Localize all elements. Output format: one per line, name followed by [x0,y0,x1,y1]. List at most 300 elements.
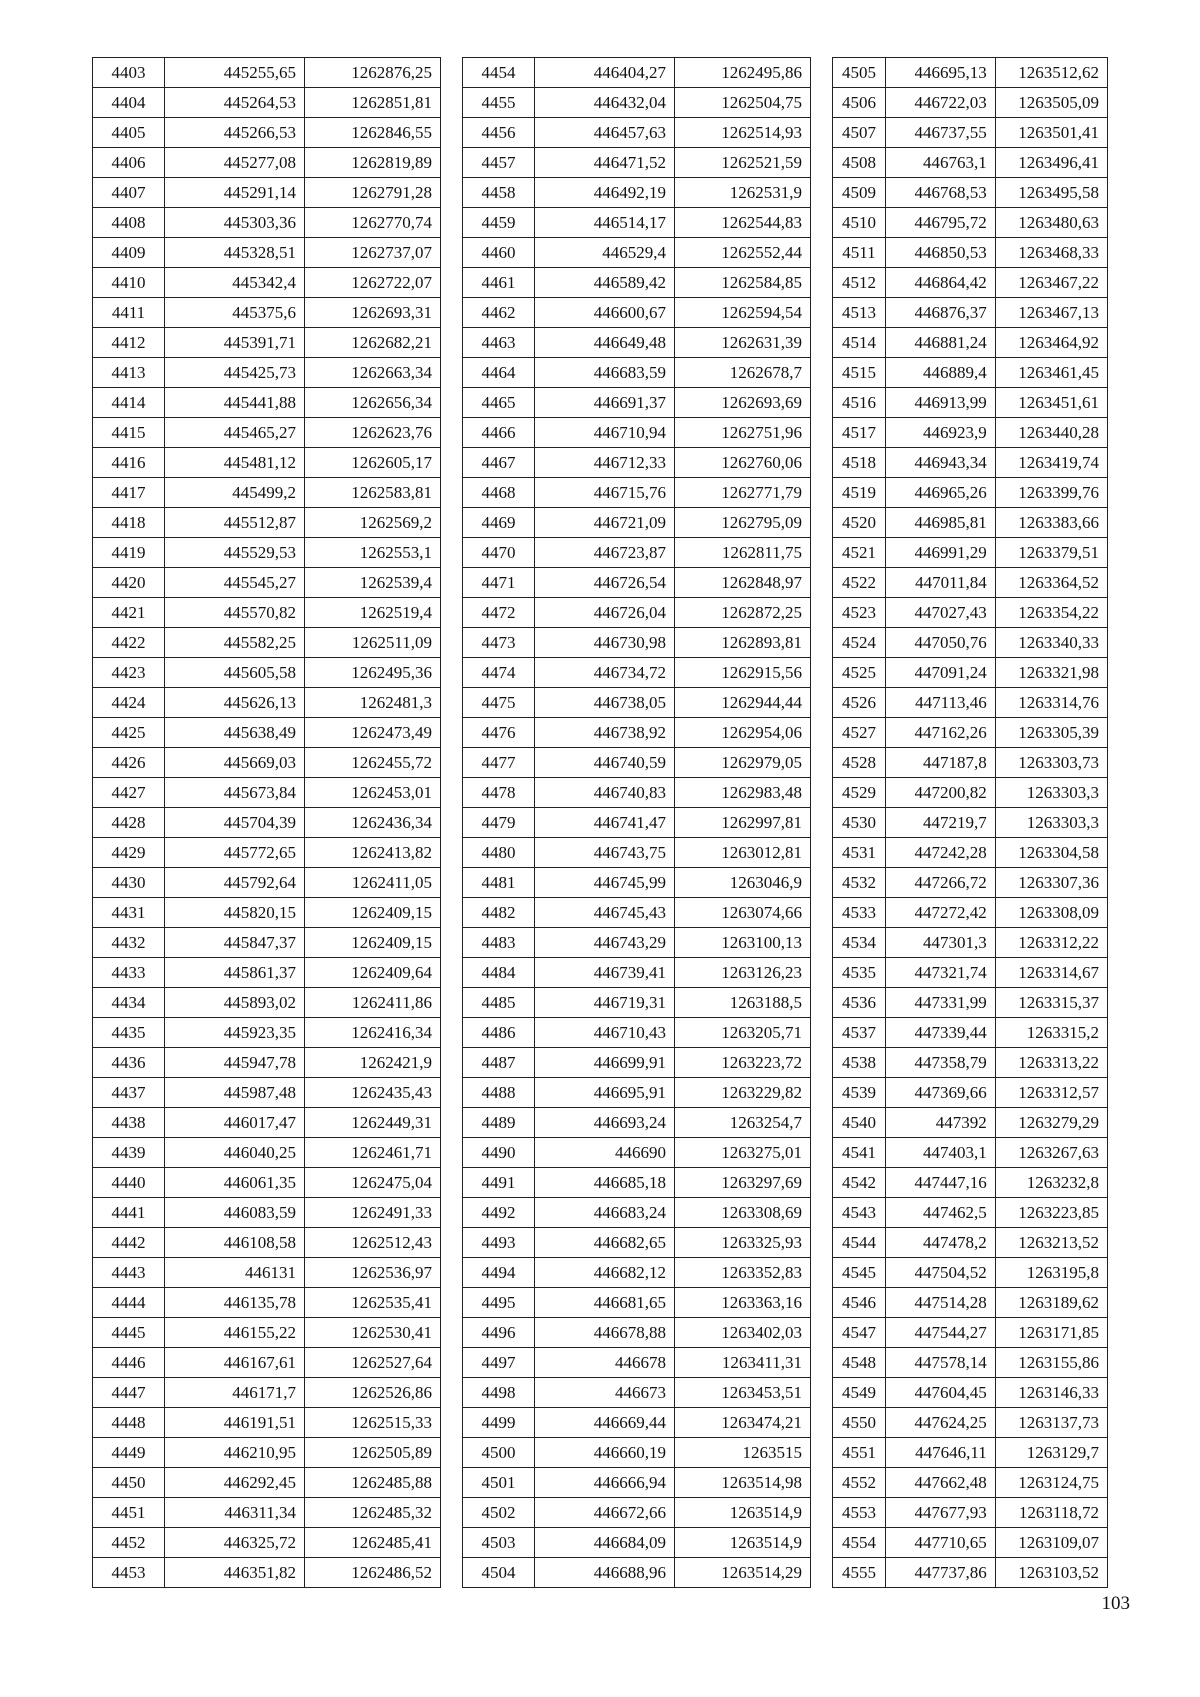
table-row [463,778,811,808]
x-coordinate-cell: 446695,91 [535,1078,675,1108]
y-coordinate-cell: 1263100,13 [675,928,811,958]
x-coordinate-cell: 445605,58 [165,658,305,688]
point-id-cell: 4524 [833,628,886,658]
point-id-cell: 4462 [463,298,535,328]
x-coordinate-cell: 445545,27 [165,568,305,598]
point-id-cell: 4549 [833,1378,886,1408]
y-coordinate-cell: 1262872,25 [675,598,811,628]
point-id-cell: 4440 [93,1168,165,1198]
y-coordinate-cell: 1263267,63 [995,1138,1107,1168]
point-id-cell: 4552 [833,1468,886,1498]
coordinate-table-1 [92,57,441,1588]
y-coordinate-cell: 1263505,09 [995,88,1107,118]
table-row [833,508,1108,538]
table-row [463,1438,811,1468]
point-id-cell: 4473 [463,628,535,658]
x-coordinate-cell: 445673,84 [165,778,305,808]
x-coordinate-cell: 445481,12 [165,448,305,478]
y-coordinate-cell: 1262526,86 [305,1378,441,1408]
point-id-cell: 4486 [463,1018,535,1048]
y-coordinate-cell: 1263480,63 [995,208,1107,238]
y-coordinate-cell: 1263297,69 [675,1168,811,1198]
point-id-cell: 4452 [93,1528,165,1558]
point-id-cell: 4542 [833,1168,886,1198]
table-row [833,1318,1108,1348]
point-id-cell: 4449 [93,1438,165,1468]
table-row [93,898,441,928]
x-coordinate-cell: 446471,52 [535,148,675,178]
table-row [833,478,1108,508]
point-id-cell: 4419 [93,538,165,568]
table-row [463,418,811,448]
y-coordinate-cell: 1263363,16 [675,1288,811,1318]
x-coordinate-cell: 446913,99 [885,388,995,418]
x-coordinate-cell: 446745,43 [535,898,675,928]
table-row [463,538,811,568]
table-row [833,1378,1108,1408]
table-row [93,118,441,148]
point-id-cell: 4513 [833,298,886,328]
y-coordinate-cell: 1263364,52 [995,568,1107,598]
x-coordinate-cell: 446135,78 [165,1288,305,1318]
point-id-cell: 4508 [833,148,886,178]
point-id-cell: 4404 [93,88,165,118]
y-coordinate-cell: 1262682,21 [305,328,441,358]
table-row [833,58,1108,88]
table-row [463,718,811,748]
x-coordinate-cell: 446730,98 [535,628,675,658]
point-id-cell: 4479 [463,808,535,838]
table-row [463,148,811,178]
x-coordinate-cell: 446690 [535,1138,675,1168]
point-id-cell: 4492 [463,1198,535,1228]
y-coordinate-cell: 1263461,45 [995,358,1107,388]
y-coordinate-cell: 1262693,69 [675,388,811,418]
table-row [463,838,811,868]
x-coordinate-cell: 445792,64 [165,868,305,898]
point-id-cell: 4483 [463,928,535,958]
x-coordinate-cell: 447011,84 [885,568,995,598]
table-row [93,1348,441,1378]
table-row [833,598,1108,628]
table-row [93,58,441,88]
point-id-cell: 4429 [93,838,165,868]
x-coordinate-cell: 447403,1 [885,1138,995,1168]
y-coordinate-cell: 1263223,85 [995,1198,1107,1228]
point-id-cell: 4535 [833,958,886,988]
point-id-cell: 4441 [93,1198,165,1228]
x-coordinate-cell: 446191,51 [165,1408,305,1438]
y-coordinate-cell: 1263213,52 [995,1228,1107,1258]
point-id-cell: 4533 [833,898,886,928]
table-row [93,1558,441,1588]
x-coordinate-cell: 446876,37 [885,298,995,328]
x-coordinate-cell: 446743,29 [535,928,675,958]
point-id-cell: 4437 [93,1078,165,1108]
x-coordinate-cell: 446743,75 [535,838,675,868]
x-coordinate-cell: 447162,26 [885,718,995,748]
x-coordinate-cell: 445303,36 [165,208,305,238]
point-id-cell: 4538 [833,1048,886,1078]
x-coordinate-cell: 446351,82 [165,1558,305,1588]
table-row [463,988,811,1018]
table-row [463,688,811,718]
x-coordinate-cell: 445669,03 [165,748,305,778]
y-coordinate-cell: 1262851,81 [305,88,441,118]
table-row [833,268,1108,298]
y-coordinate-cell: 1263155,86 [995,1348,1107,1378]
point-id-cell: 4506 [833,88,886,118]
point-id-cell: 4516 [833,388,886,418]
table-row [93,1198,441,1228]
point-id-cell: 4454 [463,58,535,88]
table-row [463,598,811,628]
x-coordinate-cell: 446514,17 [535,208,675,238]
point-id-cell: 4408 [93,208,165,238]
x-coordinate-cell: 447301,3 [885,928,995,958]
x-coordinate-cell: 446734,72 [535,658,675,688]
y-coordinate-cell: 1262530,41 [305,1318,441,1348]
y-coordinate-cell: 1263109,07 [995,1528,1107,1558]
table-row [463,88,811,118]
x-coordinate-cell: 446737,55 [885,118,995,148]
table-row [93,1168,441,1198]
point-id-cell: 4509 [833,178,886,208]
y-coordinate-cell: 1263501,41 [995,118,1107,148]
y-coordinate-cell: 1262631,39 [675,328,811,358]
point-id-cell: 4545 [833,1258,886,1288]
y-coordinate-cell: 1263312,57 [995,1078,1107,1108]
x-coordinate-cell: 446710,43 [535,1018,675,1048]
x-coordinate-cell: 446683,24 [535,1198,675,1228]
x-coordinate-cell: 446131 [165,1258,305,1288]
table-row [93,1018,441,1048]
table-row [93,838,441,868]
table-row [463,1078,811,1108]
y-coordinate-cell: 1263352,83 [675,1258,811,1288]
table-row [463,658,811,688]
y-coordinate-cell: 1263451,61 [995,388,1107,418]
x-coordinate-cell: 446889,4 [885,358,995,388]
point-id-cell: 4458 [463,178,535,208]
y-coordinate-cell: 1263146,33 [995,1378,1107,1408]
y-coordinate-cell: 1262979,05 [675,748,811,778]
point-id-cell: 4515 [833,358,886,388]
point-id-cell: 4482 [463,898,535,928]
x-coordinate-cell: 445772,65 [165,838,305,868]
table-row [833,1408,1108,1438]
point-id-cell: 4420 [93,568,165,598]
y-coordinate-cell: 1263303,3 [995,808,1107,838]
y-coordinate-cell: 1263313,22 [995,1048,1107,1078]
y-coordinate-cell: 1262409,64 [305,958,441,988]
x-coordinate-cell: 446768,53 [885,178,995,208]
x-coordinate-cell: 445570,82 [165,598,305,628]
point-id-cell: 4511 [833,238,886,268]
x-coordinate-cell: 445499,2 [165,478,305,508]
table-row [833,448,1108,478]
x-coordinate-cell: 446682,65 [535,1228,675,1258]
table-row [93,1078,441,1108]
y-coordinate-cell: 1263303,3 [995,778,1107,808]
x-coordinate-cell: 445342,4 [165,268,305,298]
y-coordinate-cell: 1263467,22 [995,268,1107,298]
point-id-cell: 4457 [463,148,535,178]
point-id-cell: 4461 [463,268,535,298]
table-row [463,268,811,298]
table-row [833,118,1108,148]
y-coordinate-cell: 1263307,36 [995,868,1107,898]
y-coordinate-cell: 1263411,31 [675,1348,811,1378]
table-row [463,478,811,508]
x-coordinate-cell: 446726,04 [535,598,675,628]
table-row [93,88,441,118]
coordinate-table-3 [832,57,1108,1588]
y-coordinate-cell: 1262795,09 [675,508,811,538]
point-id-cell: 4466 [463,418,535,448]
point-id-cell: 4502 [463,1498,535,1528]
y-coordinate-cell: 1263514,9 [675,1528,811,1558]
table-row [93,178,441,208]
table-row [93,418,441,448]
y-coordinate-cell: 1262521,59 [675,148,811,178]
y-coordinate-cell: 1262485,32 [305,1498,441,1528]
table-row [833,568,1108,598]
point-id-cell: 4436 [93,1048,165,1078]
y-coordinate-cell: 1262514,93 [675,118,811,148]
x-coordinate-cell: 445923,35 [165,1018,305,1048]
point-id-cell: 4521 [833,538,886,568]
point-id-cell: 4438 [93,1108,165,1138]
table-row [463,1558,811,1588]
table-row [833,988,1108,1018]
y-coordinate-cell: 1262656,34 [305,388,441,418]
point-id-cell: 4551 [833,1438,886,1468]
point-id-cell: 4447 [93,1378,165,1408]
point-id-cell: 4489 [463,1108,535,1138]
table-row [93,598,441,628]
x-coordinate-cell: 446673 [535,1378,675,1408]
table-row [833,1348,1108,1378]
table-row [833,298,1108,328]
point-id-cell: 4432 [93,928,165,958]
x-coordinate-cell: 447514,28 [885,1288,995,1318]
table-row [833,1228,1108,1258]
point-id-cell: 4484 [463,958,535,988]
point-id-cell: 4541 [833,1138,886,1168]
y-coordinate-cell: 1263254,7 [675,1108,811,1138]
y-coordinate-cell: 1262737,07 [305,238,441,268]
point-id-cell: 4523 [833,598,886,628]
y-coordinate-cell: 1262436,34 [305,808,441,838]
table-row [833,88,1108,118]
point-id-cell: 4403 [93,58,165,88]
point-id-cell: 4527 [833,718,886,748]
table-row [93,508,441,538]
point-id-cell: 4526 [833,688,886,718]
y-coordinate-cell: 1263074,66 [675,898,811,928]
y-coordinate-cell: 1263195,8 [995,1258,1107,1288]
point-id-cell: 4431 [93,898,165,928]
y-coordinate-cell: 1263223,72 [675,1048,811,1078]
y-coordinate-cell: 1263514,29 [675,1558,811,1588]
table-row [833,748,1108,778]
point-id-cell: 4507 [833,118,886,148]
x-coordinate-cell: 446600,67 [535,298,675,328]
x-coordinate-cell: 445264,53 [165,88,305,118]
y-coordinate-cell: 1263467,13 [995,298,1107,328]
table-row [93,958,441,988]
y-coordinate-cell: 1262997,81 [675,808,811,838]
table-row [93,688,441,718]
point-id-cell: 4424 [93,688,165,718]
point-id-cell: 4465 [463,388,535,418]
y-coordinate-cell: 1263205,71 [675,1018,811,1048]
point-id-cell: 4443 [93,1258,165,1288]
table-row [833,358,1108,388]
x-coordinate-cell: 447662,48 [885,1468,995,1498]
table-row [833,658,1108,688]
x-coordinate-cell: 447200,82 [885,778,995,808]
x-coordinate-cell: 446678 [535,1348,675,1378]
point-id-cell: 4530 [833,808,886,838]
y-coordinate-cell: 1263312,22 [995,928,1107,958]
x-coordinate-cell: 445441,88 [165,388,305,418]
table-row [833,148,1108,178]
table-row [833,1438,1108,1468]
y-coordinate-cell: 1263124,75 [995,1468,1107,1498]
table-row [93,1258,441,1288]
point-id-cell: 4423 [93,658,165,688]
y-coordinate-cell: 1263379,51 [995,538,1107,568]
table-row [93,208,441,238]
x-coordinate-cell: 446672,66 [535,1498,675,1528]
point-id-cell: 4514 [833,328,886,358]
table-row [463,1258,811,1288]
point-id-cell: 4418 [93,508,165,538]
x-coordinate-cell: 447321,74 [885,958,995,988]
table-row [833,1498,1108,1528]
table-row [833,178,1108,208]
point-id-cell: 4532 [833,868,886,898]
y-coordinate-cell: 1262791,28 [305,178,441,208]
point-id-cell: 4537 [833,1018,886,1048]
x-coordinate-cell: 446325,72 [165,1528,305,1558]
y-coordinate-cell: 1262552,44 [675,238,811,268]
point-id-cell: 4548 [833,1348,886,1378]
table-row [463,1288,811,1318]
y-coordinate-cell: 1262505,89 [305,1438,441,1468]
point-id-cell: 4444 [93,1288,165,1318]
x-coordinate-cell: 447266,72 [885,868,995,898]
table-row [463,508,811,538]
y-coordinate-cell: 1262536,97 [305,1258,441,1288]
point-id-cell: 4406 [93,148,165,178]
y-coordinate-cell: 1262421,9 [305,1048,441,1078]
point-id-cell: 4555 [833,1558,886,1588]
point-id-cell: 4544 [833,1228,886,1258]
x-coordinate-cell: 446741,47 [535,808,675,838]
point-id-cell: 4529 [833,778,886,808]
x-coordinate-cell: 447091,24 [885,658,995,688]
x-coordinate-cell: 445704,39 [165,808,305,838]
x-coordinate-cell: 446710,94 [535,418,675,448]
x-coordinate-cell: 446738,05 [535,688,675,718]
x-coordinate-cell: 446740,83 [535,778,675,808]
x-coordinate-cell: 446795,72 [885,208,995,238]
x-coordinate-cell: 446712,33 [535,448,675,478]
table-row [93,148,441,178]
table-row [833,1138,1108,1168]
table-row [833,538,1108,568]
point-id-cell: 4409 [93,238,165,268]
x-coordinate-cell: 445277,08 [165,148,305,178]
y-coordinate-cell: 1262449,31 [305,1108,441,1138]
table-row [833,718,1108,748]
y-coordinate-cell: 1262594,54 [675,298,811,328]
x-coordinate-cell: 447242,28 [885,838,995,868]
y-coordinate-cell: 1263496,41 [995,148,1107,178]
point-id-cell: 4543 [833,1198,886,1228]
point-id-cell: 4464 [463,358,535,388]
point-id-cell: 4426 [93,748,165,778]
table-row [463,958,811,988]
table-row [463,328,811,358]
point-id-cell: 4512 [833,268,886,298]
y-coordinate-cell: 1263399,76 [995,478,1107,508]
x-coordinate-cell: 447710,65 [885,1528,995,1558]
x-coordinate-cell: 446660,19 [535,1438,675,1468]
table-row [93,718,441,748]
point-id-cell: 4488 [463,1078,535,1108]
x-coordinate-cell: 446292,45 [165,1468,305,1498]
table-row [93,778,441,808]
y-coordinate-cell: 1262876,25 [305,58,441,88]
point-id-cell: 4439 [93,1138,165,1168]
x-coordinate-cell: 446669,44 [535,1408,675,1438]
coordinate-tables [92,57,1108,1587]
point-id-cell: 4456 [463,118,535,148]
y-coordinate-cell: 1262512,43 [305,1228,441,1258]
y-coordinate-cell: 1263314,67 [995,958,1107,988]
y-coordinate-cell: 1263514,9 [675,1498,811,1528]
point-id-cell: 4534 [833,928,886,958]
x-coordinate-cell: 446404,27 [535,58,675,88]
table-row [93,658,441,688]
y-coordinate-cell: 1263315,2 [995,1018,1107,1048]
x-coordinate-cell: 446943,34 [885,448,995,478]
y-coordinate-cell: 1263103,52 [995,1558,1107,1588]
point-id-cell: 4470 [463,538,535,568]
point-id-cell: 4421 [93,598,165,628]
x-coordinate-cell: 447050,76 [885,628,995,658]
x-coordinate-cell: 446492,19 [535,178,675,208]
point-id-cell: 4469 [463,508,535,538]
point-id-cell: 4522 [833,568,886,598]
x-coordinate-cell: 446850,53 [885,238,995,268]
point-id-cell: 4427 [93,778,165,808]
table-row [833,208,1108,238]
table-row [463,808,811,838]
point-id-cell: 4413 [93,358,165,388]
x-coordinate-cell: 446923,9 [885,418,995,448]
y-coordinate-cell: 1263315,37 [995,988,1107,1018]
y-coordinate-cell: 1263464,92 [995,328,1107,358]
x-coordinate-cell: 446991,29 [885,538,995,568]
point-id-cell: 4531 [833,838,886,868]
table-row [93,268,441,298]
x-coordinate-cell: 446723,87 [535,538,675,568]
